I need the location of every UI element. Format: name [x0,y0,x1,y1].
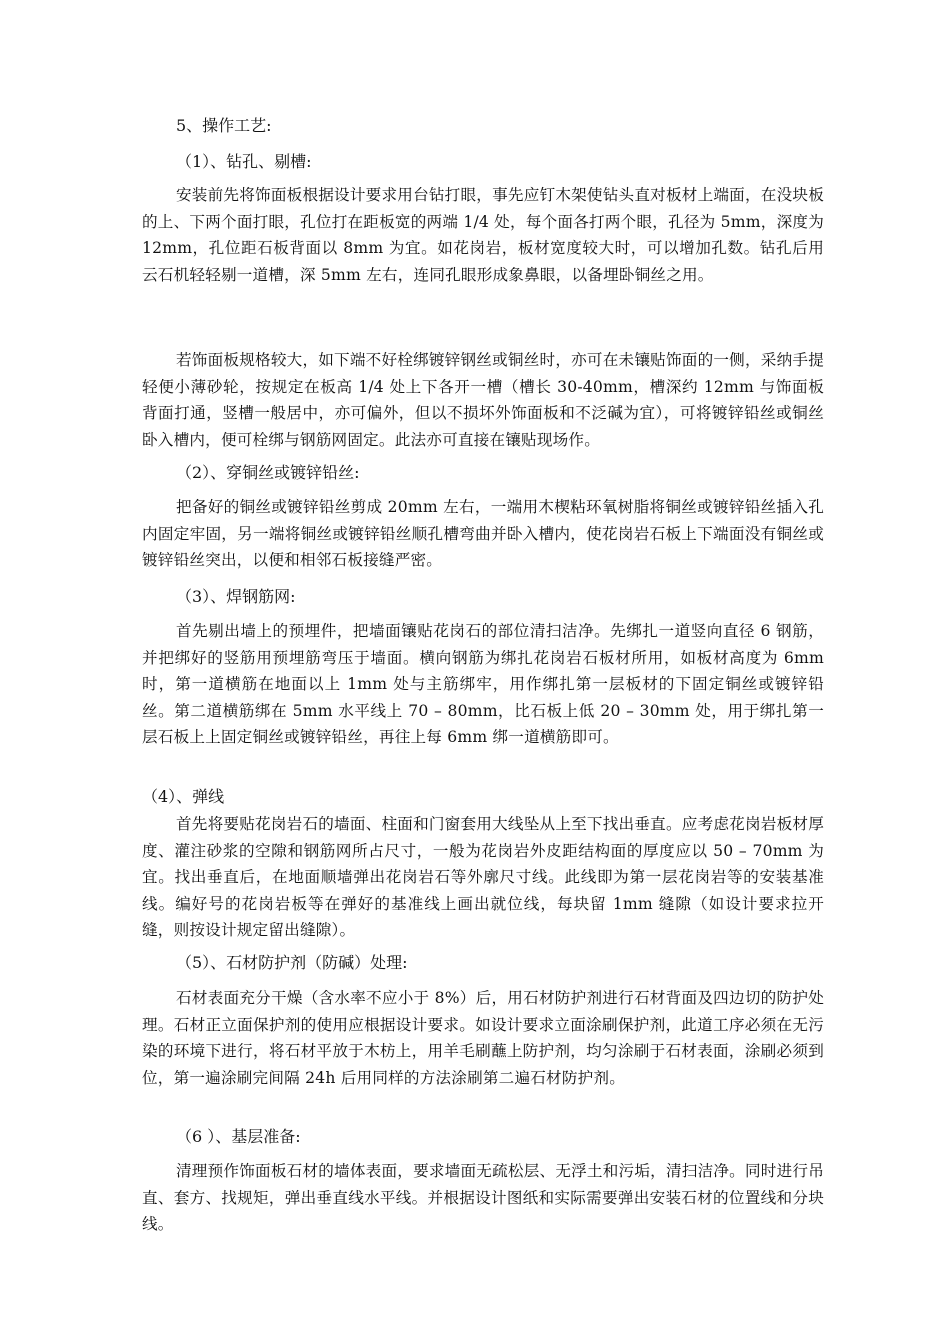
heading-4: （4）、弹线 [142,787,225,806]
heading-6: （6 ）、基层准备: [176,1127,301,1146]
paragraph-5-1: 石材表面充分干燥（含水率不应小于 8%）后，用石材防护剂进行石材背面及四边切的防护处理。石材正立面保护剂的使用应根据设计要求。如设计要求立面涂刷保护剂，此道工序必须在无污染的环境下进行，将石材平放于木枋上，用羊毛刷蘸上防护剂，均匀涂刷于石材表面，涂刷必须到位，第一遍涂刷完间隔 24h 后用同样的方法涂刷第二遍石材防护剂。 [142,989,824,1087]
paragraph-3-1: 首先剔出墙上的预埋件，把墙面镶贴花岗石的部位清扫洁净。先绑扎一道竖向直径 6 钢筋，并把绑好的竖筋用预埋筋弯压于墙面。横向钢筋为绑扎花岗岩石板材所用，如板材高度为 6mm 时，第一道横筋在地面以上 1mm 处与主筋绑牢，用作绑扎第一层板材的下固定铜丝或镀锌铅丝。第二道横筋绑在 5mm 水平线上 70 – 80mm，比石板上低 20 – 30mm 处，用于绑扎第一层石板上上固定铜丝或镀锌铅丝，再往上每 6mm 绑一道横筋即可。 [142,622,824,746]
heading-2: （2）、穿铜丝或镀锌铅丝: [176,463,360,482]
paragraph-4-1: 首先将要贴花岗岩石的墙面、柱面和门窗套用大线坠从上至下找出垂直。应考虑花岗岩板材厚度、灌注砂浆的空隙和钢筋网所占尺寸，一般为花岗岩外皮距结构面的厚度应以 50 – 70mm 为宜。找出垂直后，在地面顺墙弹出花岗岩石等外廓尺寸线。此线即为第一层花岗岩等的安装基准线。编好号的花岗岩板等在弹好的基准线上画出就位线，每块留 1mm 缝隙（如设计要求拉开缝，则按设计规定留出缝隙）。 [142,815,824,939]
paragraph-1-2: 若饰面板规格较大，如下端不好栓绑镀锌钢丝或铜丝时，亦可在未镶贴饰面的一侧，采纳手提轻便小薄砂轮，按规定在板高 1/4 处上下各开一槽（槽长 30-40mm，槽深约 12mm 与饰面板背面打通，竖槽一般居中，亦可偏外，但以不损坏外饰面板和不泛碱为宜），可将镀锌铅丝或铜丝卧入槽内，便可栓绑与钢筋网固定。此法亦可直接在镶贴现场作。 [142,351,824,449]
section-title: 5、操作工艺: [176,116,272,135]
heading-3: （3）、焊钢筋网: [176,587,296,606]
heading-1: （1）、钻孔、剔槽: [176,152,312,171]
paragraph-1-1: 安装前先将饰面板根据设计要求用台钻打眼，事先应钉木架使钻头直对板材上端面，在没块板的上、下两个面打眼，孔位打在距板宽的两端 1/4 处，每个面各打两个眼，孔径为 5mm，深度为 12mm，孔位距石板背面以 8mm 为宜。如花岗岩，板材宽度较大时，可以增加孔数。钻孔后用云石机轻轻剔一道槽，深 5mm 左右，连同孔眼形成象鼻眼，以备埋卧铜丝之用。 [142,186,824,284]
heading-5: （5）、石材防护剂（防碱）处理: [176,953,408,972]
paragraph-6-1: 清理预作饰面板石材的墙体表面，要求墙面无疏松层、无浮土和污垢，清扫洁净。同时进行吊直、套方、找规矩，弹出垂直线水平线。并根据设计图纸和实际需要弹出安装石材的位置线和分块线。 [142,1162,824,1233]
paragraph-2-1: 把备好的铜丝或镀锌铅丝剪成 20mm 左右，一端用木楔粘环氧树脂将铜丝或镀锌铅丝插入孔内固定牢固，另一端将铜丝或镀锌铅丝顺孔槽弯曲并卧入槽内，使花岗岩石板上下端面没有铜丝或镀锌铅丝突出，以便和相邻石板接缝严密。 [142,498,824,569]
